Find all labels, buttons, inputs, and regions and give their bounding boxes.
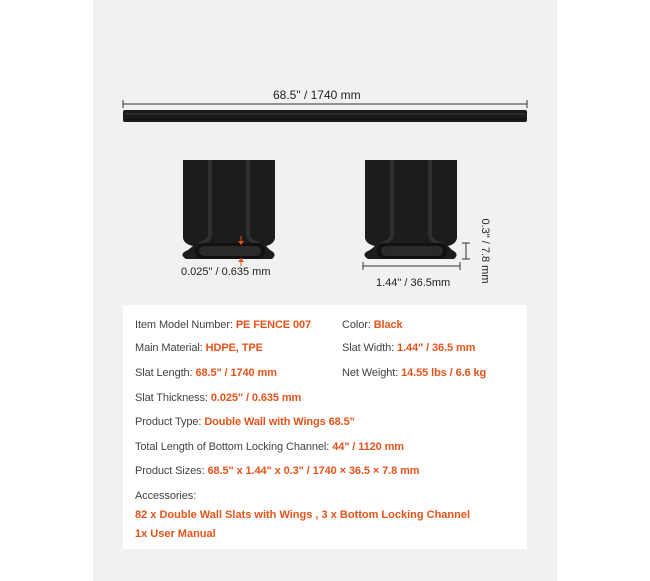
- width-label: 1.44" / 36.5mm: [376, 277, 451, 289]
- spec-card: [123, 305, 527, 549]
- model-spec: Item Model Number: PE FENCE 007: [135, 319, 312, 331]
- long-slat-image: [123, 110, 527, 122]
- height-dimension-line: [462, 243, 470, 259]
- accessories-line: 82 x Double Wall Slats with Wings , 3 x Bottom Locking Channel: [135, 509, 471, 521]
- product-type-spec: Product Type: Double Wall with Wings 68.5": [135, 416, 355, 428]
- right-slat-profile-image: [364, 160, 457, 259]
- material-spec: Main Material: HDPE, TPE: [135, 342, 263, 354]
- slat-length-spec: Slat Length: 68.5" / 1740 mm: [135, 367, 277, 379]
- slat-thickness-spec: Slat Thickness: 0.025" / 0.635 mm: [135, 392, 302, 404]
- color-spec: Color: Black: [342, 319, 403, 331]
- accessories-line: 1x User Manual: [135, 528, 216, 540]
- height-label: 0.3" / 7.8 mm: [479, 218, 491, 284]
- left-slat-profile-image: [182, 160, 275, 266]
- thickness-label: 0.025" / 0.635 mm: [181, 266, 271, 278]
- net-weight-spec: Net Weight: 14.55 lbs / 6.6 kg: [342, 367, 487, 379]
- channel-length-spec: Total Length of Bottom Locking Channel: 44" / 1120 mm: [135, 441, 404, 453]
- accessories-label: Accessories:: [135, 490, 197, 502]
- product-sizes-spec: Product Sizes: 68.5" x 1.44" x 0.3" / 1740 × 36.5 × 7.8 mm: [135, 465, 420, 477]
- slat-width-spec: Slat Width: 1.44" / 36.5 mm: [342, 342, 476, 354]
- width-dimension-line: [363, 262, 460, 270]
- length-label: 68.5" / 1740 mm: [273, 88, 361, 102]
